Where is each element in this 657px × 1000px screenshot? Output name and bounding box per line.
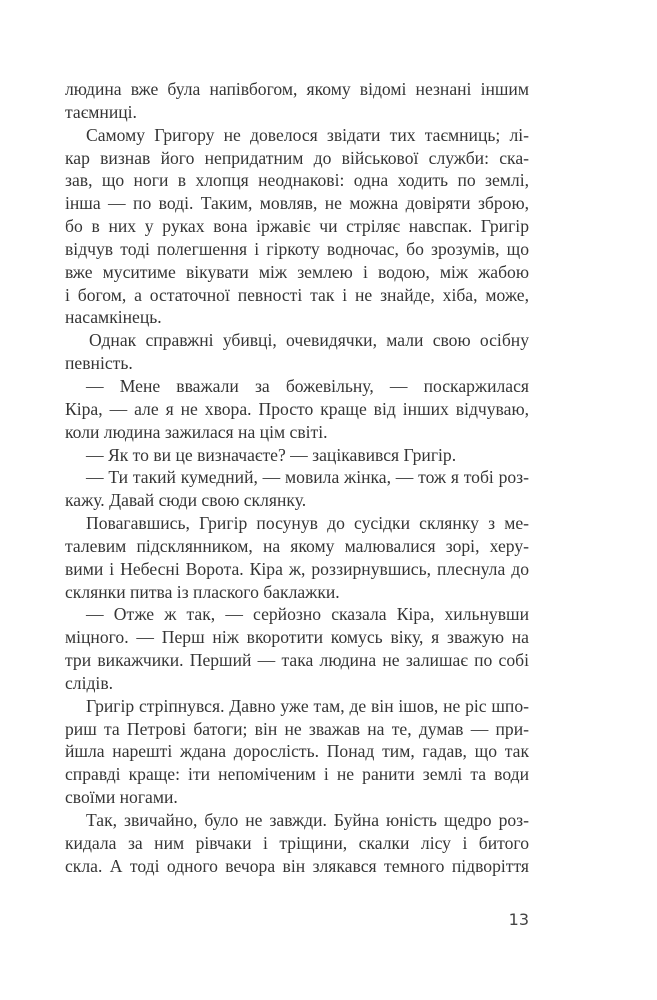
text-line: склянки питва із плаского баклажки.: [65, 581, 340, 602]
text-line: коли людина зажилася на цім світі.: [65, 421, 328, 442]
text-line: Однак справжні убивці, очевидячки, мали свою осібну: [89, 330, 529, 351]
text-line: слідів.: [65, 672, 114, 693]
paragraph: [65, 444, 529, 467]
text-line: скла. А тоді одного вечора він злякався темного підворіття: [65, 855, 529, 876]
page-body: [65, 78, 529, 878]
text-line: кар визнав його непридатним до військової служби: ска-: [65, 147, 529, 168]
text-line: риш та Петрові батоги; він не зважав на те, думав — при-: [65, 718, 529, 739]
text-line: певність.: [65, 353, 133, 374]
paragraph: [65, 512, 529, 603]
paragraph: [65, 78, 529, 124]
text-line: вже муситиме вікувати між землею і водою, між жабою: [65, 261, 529, 282]
paragraph: [65, 124, 529, 330]
text-line: Так, звичайно, було не завжди. Буйна юність щедро роз-: [86, 810, 529, 830]
text-line: кидала за ним рівчаки і тріщини, скалки лісу і битого: [65, 832, 529, 853]
text-line: — Отже ж так, — серйозно сказала Кіра, хильнувши: [86, 604, 529, 625]
paragraph: [65, 695, 529, 809]
text-line: — Як то ви це визначаєте? — зацікавився Григір.: [86, 444, 457, 465]
text-line: кажу. Давай сюди свою склянку.: [65, 490, 307, 511]
paragraph: [65, 809, 529, 878]
text-line: зав, що ноги в хлопця неоднакові: одна ходить по землі,: [65, 170, 529, 191]
text-line: вими і Небесні Ворота. Кіра ж, роззирнувшись, плеснула до: [65, 558, 529, 579]
text-line: і богом, а остаточної певності так і не знайде, хіба, може,: [65, 284, 529, 305]
paragraph: [65, 375, 529, 444]
text-line: Кіра, — але я не хвора. Просто краще від інших відчуваю,: [65, 398, 529, 419]
text-line: таємниці.: [65, 101, 137, 122]
text-line: міцного. — Перш ніж вкоротити комусь віку, я зважую на: [65, 627, 529, 648]
text-line: Повагавшись, Григір посунув до сусідки склянку з ме-: [86, 513, 529, 534]
text-line: три викажчики. Перший — така людина не залишає по собі: [65, 650, 529, 671]
text-line: відчув тоді полегшення і гіркоту водночас, бо зрозумів, що: [65, 238, 529, 259]
paragraph: [65, 603, 529, 694]
paragraph: [65, 466, 529, 512]
text-line: справді краще: іти непоміченим і не ранити землі та води: [65, 764, 529, 785]
text-line: інша — по воді. Таким, мовляв, не можна довіряти зброю,: [65, 193, 529, 214]
text-line: Григір стріпнувся. Давно уже там, де він ішов, не ріс шпо-: [86, 695, 529, 716]
text-line: Самому Григору не довелося звідати тих таємниць; лі-: [86, 124, 529, 145]
page-number: 13: [508, 910, 529, 929]
text-line: — Мене вважали за божевільну, — поскаржилася: [86, 375, 529, 396]
text-line: людина вже була напівбогом, якому відомі незнані іншим: [65, 79, 529, 99]
paragraph: [65, 329, 529, 375]
text-line: талевим підсклянником, на якому малювалися зорі, херу-: [65, 535, 529, 556]
text-line: своїми ногами.: [65, 787, 178, 808]
text-line: бо в них у руках вона іржавіє чи стріляє навспак. Григір: [65, 216, 529, 237]
text-line: — Ти такий кумедний, — мовила жінка, — тож я тобі роз-: [86, 467, 529, 488]
text-line: насамкінець.: [65, 307, 162, 328]
text-line: йшла нарешті ждана дорослість. Понад тим, гадав, що так: [65, 741, 529, 762]
